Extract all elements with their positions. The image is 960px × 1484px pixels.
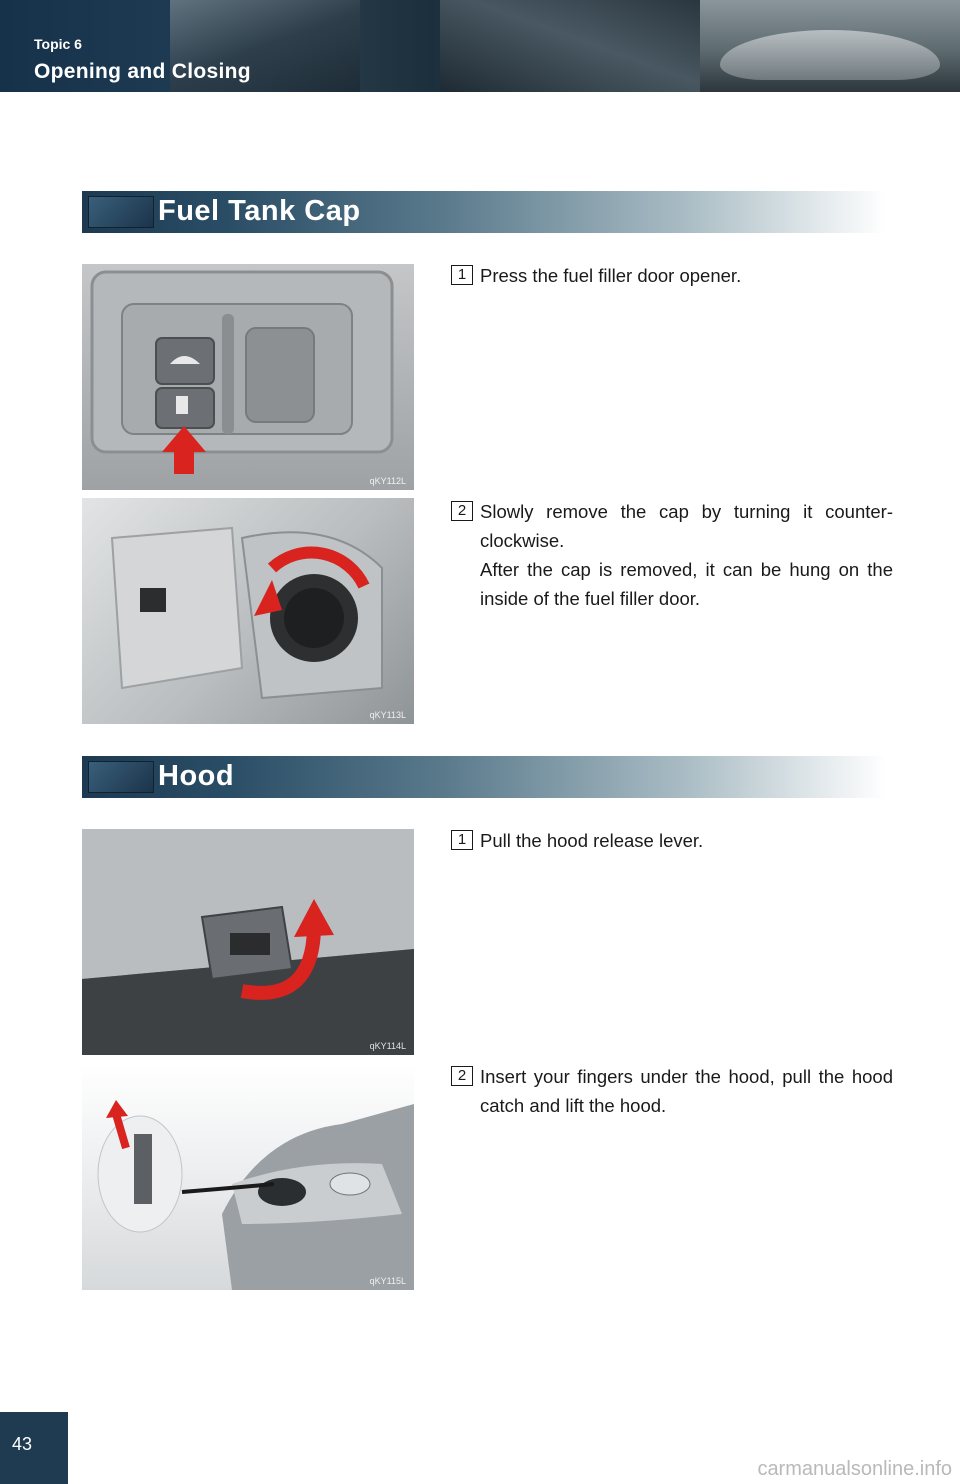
section-title: Hood [158,760,235,792]
section-header-fuel-tank-cap [82,191,886,233]
topic-label: Topic 6 [34,36,82,52]
step-text: Press the fuel filler door opener. [480,265,742,286]
step-text: Slowly remove the cap by turning it counter-clockwise. [480,501,893,551]
image-code: qKY113L [369,710,406,720]
topic-title: Opening and Closing [34,60,251,83]
fuel-cap-illustration [82,498,414,724]
step-fuel-2 [451,497,893,613]
photo-fuel-cap [82,498,414,724]
step-text: Insert your fingers under the hood, pull the hood catch and lift the hood. [480,1066,893,1116]
step-hood-2 [451,1062,893,1120]
step-number: 2 [451,1066,473,1086]
section-header-hood [82,756,886,798]
section-swatch [88,196,154,228]
step-hood-1 [451,826,893,855]
photo-fuel-door-opener [82,264,414,490]
step-number: 1 [451,830,473,850]
step-number: 2 [451,501,473,521]
section-swatch [88,761,154,793]
header-banner [0,0,960,92]
section-title: Fuel Tank Cap [158,195,361,227]
step-text: Pull the hood release lever. [480,830,704,851]
watermark: carmanualsonline.info [757,1458,952,1480]
hood-lever-illustration [82,829,414,1055]
hood-catch-illustration [82,1064,414,1290]
step-fuel-1 [451,261,893,290]
image-code: qKY115L [369,1276,406,1286]
image-code: qKY112L [369,476,406,486]
step-text-note: After the cap is removed, it can be hung on the inside of the fuel filler door. [480,559,893,609]
photo-hood-release-lever [82,829,414,1055]
step-number: 1 [451,265,473,285]
header-photo-interior [440,0,700,92]
fuel-door-opener-illustration [82,264,414,490]
page-number: 43 [12,1434,33,1454]
photo-hood-catch [82,1064,414,1290]
page-number-box [0,1412,68,1484]
image-code: qKY114L [369,1041,406,1051]
